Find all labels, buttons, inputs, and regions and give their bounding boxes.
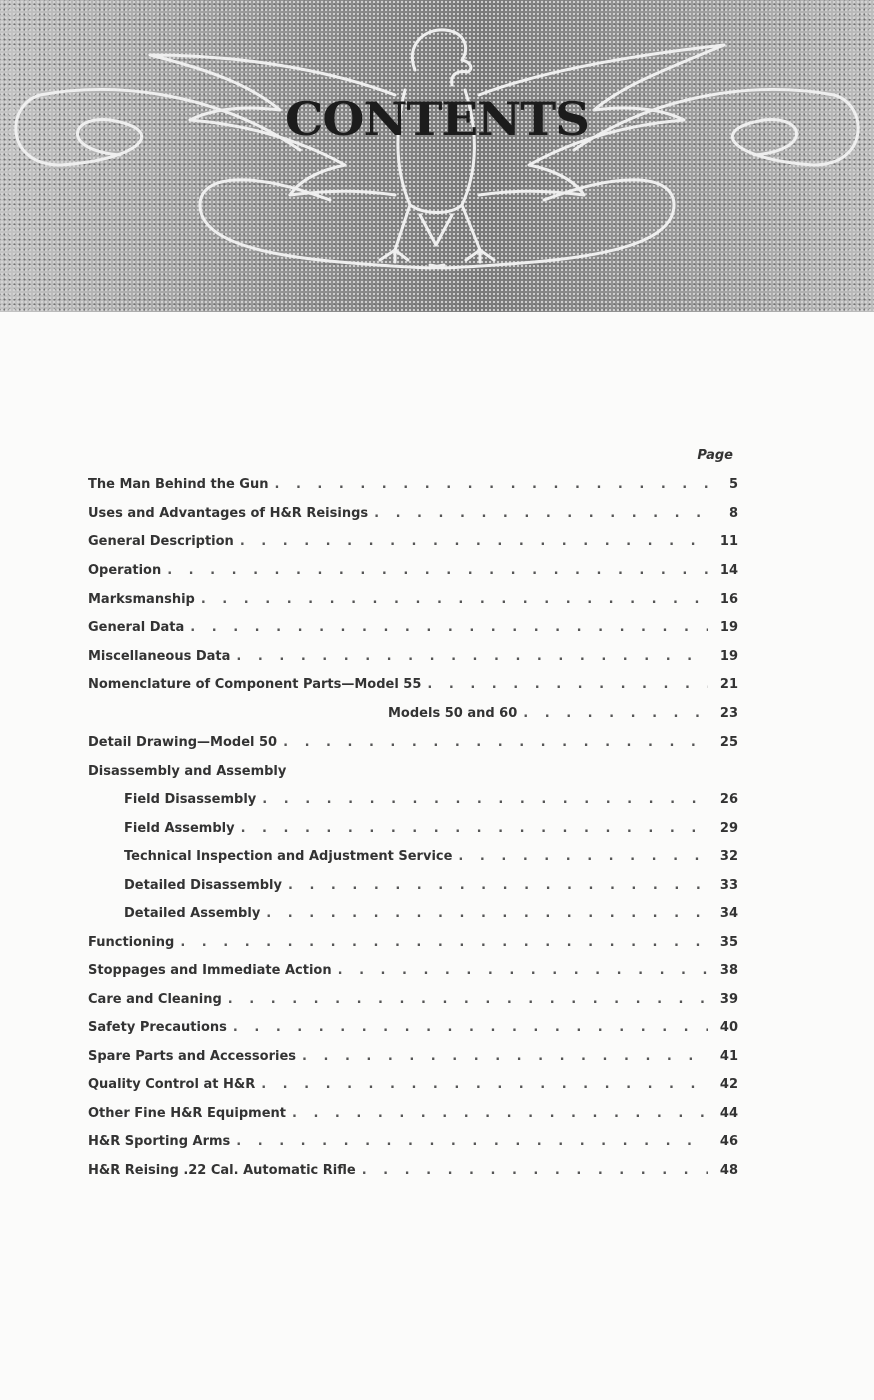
toc-entry[interactable]: [88, 1129, 738, 1149]
toc-subentry[interactable]: [124, 901, 738, 921]
toc-entry-title: Uses and Advantages of H&R Reisings: [88, 506, 369, 521]
toc-entry-title: Models 50 and 60: [388, 706, 518, 721]
toc-entry-title: General Description: [88, 534, 234, 549]
dot-leader: [233, 1020, 708, 1035]
dot-leader: [261, 1077, 708, 1092]
toc-entry-page: 26: [719, 792, 738, 807]
dot-leader: [302, 1049, 708, 1064]
toc-entry-title: Stoppages and Immediate Action: [88, 963, 332, 978]
toc-entry-title: Disassembly and Assembly: [88, 764, 287, 779]
toc-entry[interactable]: [88, 1158, 738, 1178]
dot-leader: [523, 706, 708, 721]
toc-entry-title: Other Fine H&R Equipment: [88, 1106, 286, 1121]
toc-entry-title: The Man Behind the Gun: [88, 477, 269, 492]
toc-entry-page: 48: [719, 1163, 738, 1178]
toc-subentry[interactable]: [124, 816, 738, 836]
toc-entry-title: H&R Reising .22 Cal. Automatic Rifle: [88, 1163, 356, 1178]
toc-entry-page: 46: [719, 1134, 738, 1149]
toc-entry[interactable]: [88, 987, 738, 1007]
toc-subentry[interactable]: [124, 873, 738, 893]
toc-entry-title: Detail Drawing—Model 50: [88, 735, 278, 750]
toc-entry-title: Quality Control at H&R: [88, 1077, 256, 1092]
toc-entry[interactable]: [88, 930, 738, 950]
toc-entry-page: 34: [719, 906, 738, 921]
toc-entry-page: 32: [719, 849, 738, 864]
toc-entry[interactable]: [88, 558, 738, 578]
dot-leader: [241, 821, 708, 836]
dot-leader: [236, 1134, 708, 1149]
toc-entry[interactable]: [88, 958, 738, 978]
toc-entry[interactable]: [88, 529, 738, 549]
contents-banner: [0, 0, 874, 312]
toc-entry-page: 39: [719, 992, 738, 1007]
dot-leader: [228, 992, 708, 1007]
toc-entry[interactable]: [88, 730, 738, 750]
toc-entry-title: Spare Parts and Accessories: [88, 1049, 297, 1064]
dot-leader: [427, 677, 708, 692]
toc-subentry[interactable]: [124, 844, 738, 864]
toc-subentry[interactable]: [124, 787, 738, 807]
dot-leader: [288, 878, 708, 893]
toc-entry-page: 23: [719, 706, 738, 721]
dot-leader: [274, 477, 708, 492]
toc-entry[interactable]: [88, 1101, 738, 1121]
toc-entry-page: 11: [719, 534, 738, 549]
toc-entry-title: Technical Inspection and Adjustment Service: [124, 849, 453, 864]
toc-entry[interactable]: [388, 701, 738, 721]
dot-leader: [262, 792, 708, 807]
dot-leader: [374, 506, 708, 521]
toc-entry[interactable]: [88, 472, 738, 492]
toc-entry-page: 42: [719, 1077, 738, 1092]
toc-entry-page: 19: [719, 620, 738, 635]
toc-entry[interactable]: [88, 1072, 738, 1092]
dot-leader: [240, 534, 708, 549]
toc-entry[interactable]: [88, 672, 738, 692]
toc-entry-title: Care and Cleaning: [88, 992, 222, 1007]
toc-section-heading[interactable]: [88, 759, 738, 779]
toc-entry-page: 35: [719, 935, 738, 950]
dot-leader: [362, 1163, 708, 1178]
toc-entry-title: Safety Precautions: [88, 1020, 227, 1035]
page-title: CONTENTS: [284, 92, 590, 146]
dot-leader: [338, 963, 708, 978]
toc-entry-page: 8: [728, 506, 738, 521]
toc-entry-title: Nomenclature of Component Parts—Model 55: [88, 677, 422, 692]
toc-entry-page: 21: [719, 677, 738, 692]
toc-entry[interactable]: [88, 1044, 738, 1064]
toc-entry-title: Functioning: [88, 935, 175, 950]
dot-leader: [190, 620, 708, 635]
toc-entry-page: 25: [719, 735, 738, 750]
toc-entry-title: Detailed Disassembly: [124, 878, 282, 893]
dot-leader: [266, 906, 708, 921]
toc-entry-page: 40: [719, 1020, 738, 1035]
dot-leader: [201, 592, 708, 607]
toc-entry-page: 14: [719, 563, 738, 578]
dot-leader: [283, 735, 708, 750]
toc-entry-page: 29: [719, 821, 738, 836]
toc-entry-title: Field Assembly: [124, 821, 235, 836]
toc-entry-page: 19: [719, 649, 738, 664]
toc-entry-title: Field Disassembly: [124, 792, 257, 807]
toc-entry-page: 44: [719, 1106, 738, 1121]
toc-entry-title: H&R Sporting Arms: [88, 1134, 231, 1149]
toc-entry[interactable]: [88, 1015, 738, 1035]
toc-entry-title: Detailed Assembly: [124, 906, 261, 921]
toc-entry-title: Operation: [88, 563, 162, 578]
toc-entry-page: 5: [728, 477, 738, 492]
toc-entry[interactable]: [88, 615, 738, 635]
dot-leader: [292, 1106, 708, 1121]
toc-entry-page: 38: [719, 963, 738, 978]
dot-leader: [180, 935, 708, 950]
toc-entry[interactable]: [88, 644, 738, 664]
toc-entry-title: Miscellaneous Data: [88, 649, 231, 664]
dot-leader: [458, 849, 708, 864]
toc-entry[interactable]: [88, 587, 738, 607]
dot-leader: [167, 563, 708, 578]
toc-entry-title: General Data: [88, 620, 185, 635]
page-column-label: Page: [697, 448, 733, 463]
toc-entry-page: 33: [719, 878, 738, 893]
toc-entry-title: Marksmanship: [88, 592, 195, 607]
toc-entry-page: 16: [719, 592, 738, 607]
dot-leader: [236, 649, 708, 664]
toc-entry-page: 41: [719, 1049, 738, 1064]
eagle-emblem-icon: [0, 0, 874, 312]
toc-entry[interactable]: [88, 501, 738, 521]
